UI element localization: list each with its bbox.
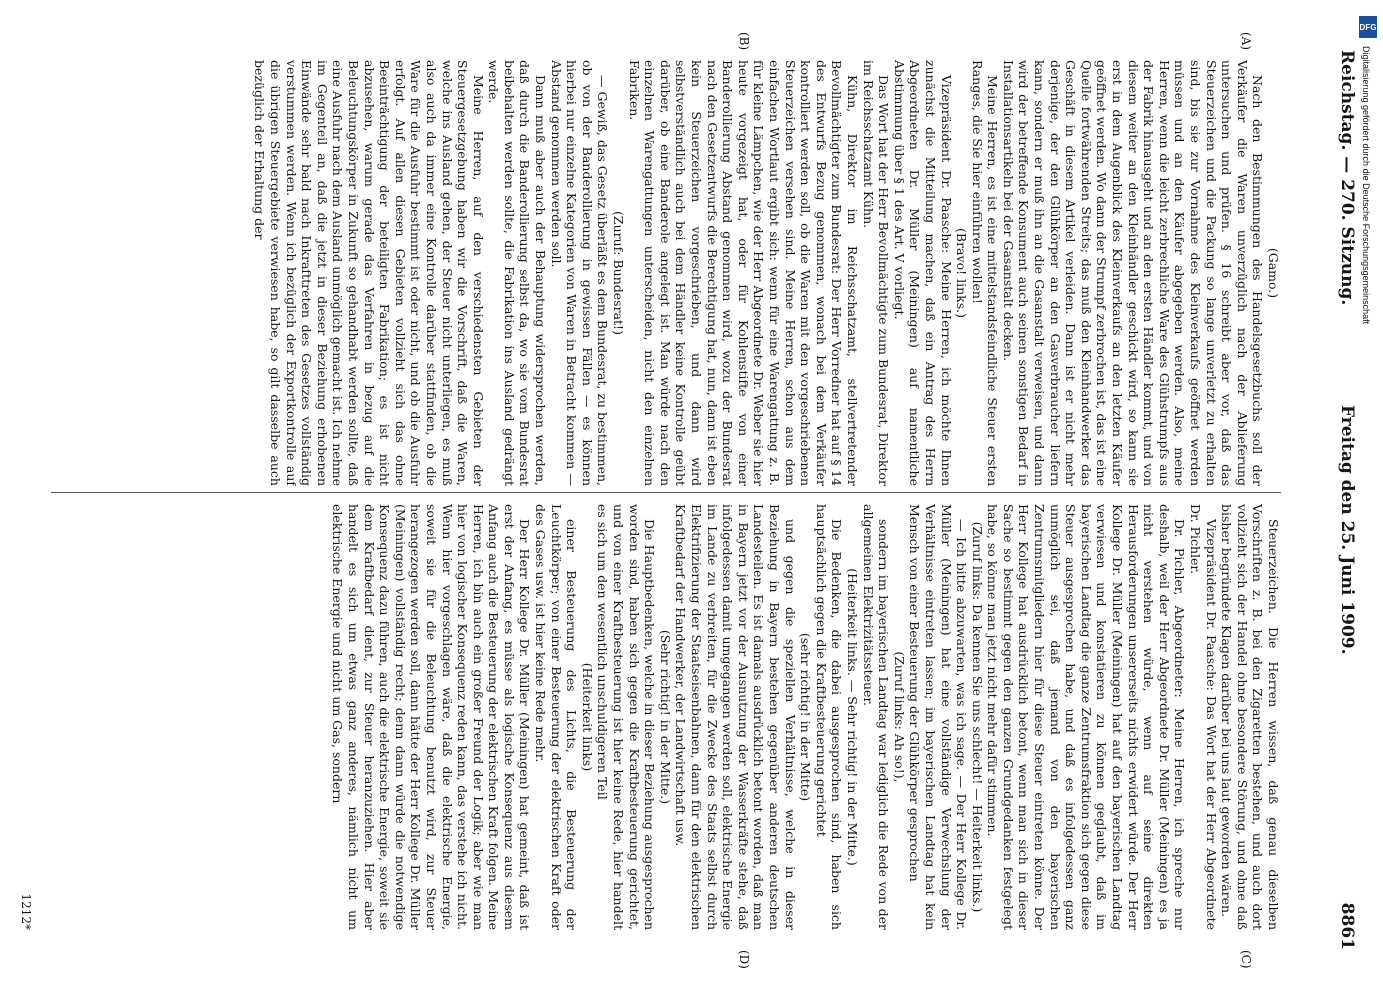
paragraph: (Sehr richtig! in der Mitte.) — [657, 629, 673, 805]
header-page-number: 8861 — [1337, 902, 1357, 950]
paragraph: Meine Herren, es ist eine mittelstandsfeindliche Steuer ersten Ranges, die Sie hier einführen wollen! — [969, 60, 1001, 486]
paragraph: Nach den Bestimmungen des Handelsgesetzbuchs soll der Verkäufer die Waren unverzüglich nach der Ablieferung untersuchen und prüfen. § 16 schreibt aber vor, daß das Steuerzeichen und die Packung so lange unverletzt zu erhalten sind, bis sie zur Vornahme des Kleinverkaufs geöffnet werden müssen und an den Käufer abgegeben werden. Also, meine Herren, wenn die leicht zerbrechliche Ware des Glühstrumpfs aus der Fabrik hinausgeht und an den ersten Händler kommt, und von diesem weiter an den Kleinhändler geschickt wird, so kann sie erst in dem Augenblick des Kleinverkaufs an den letzten Käufer geöffnet werden. Wo dann der Strumpf zerbrochen ist, das ist eine Quelle fortwährenden Streits; das muß den Kleinhandwerker das Geschäft in diesem Artikel verleiden. Dann ist er nicht mehr derjenige, der den Glühkörper an den Gasverbraucher liefern kann, sondern er muß ihn an die Gasanstalt verweisen, und dann wird der betreffende Konsument auch seinen sonstigen Bedarf in Installationsartikeln bei der Gasanstalt decken. — [1000, 60, 1266, 486]
paragraph: Meine Herren, auf den verschiedensten Gebieten der Steuergesetzgebung haben wir die Vorschrift, daß die Waren, welche ins Ausland gehen, der Steuer nicht unterliegen, es muß also auch da immer eine Kontrolle darüber stattfinden, ob die Ware für die Ausfuhr bestimmt ist oder nicht, und ob die Ausfuhr erfolgt. Auf allen diesen Gebieten vollzieht sich das ohne Beeinträchtigung der beteiligten Fabrikation; es ist nicht abzusehen, warum gerade das Verfahren in bezug auf die Beleuchtungskörper in Zukunft so gehandhabt werden sollte, daß eine Ausfuhr nach dem Ausland unmöglich gemacht ist. Ich nehme im Gegenteil an, daß die jetzt in dieser Beziehung erhobenen Einwände sehr bald nach Inkrafttreten des Gesetzes vollständig verstummen werden. Wenn ich bezüglich der Exportkontrolle auf die übrigen Steuergebiete verwiesen habe, so gilt dasselbe auch bezüglich der Erhaltung der — [252, 60, 486, 486]
paragraph: einer Besteuerung des Lichts, die Besteuerung der Leuchtkörper; von einer Besteuerung der elektrischen Kraft oder des Gases usw. ist hier keine Rede mehr. — [533, 504, 580, 930]
paragraph: (Bravo! links.) — [954, 228, 970, 318]
paragraph: Die Hauptbedenken, welche in dieser Beziehung ausgesprochen worden sind, haben sich gegen die Kraftbesteuerung gerichtet, und von einer Kraftbesteuerung ist hier keine Rede, hier handelt es sich um den wesentlich unschuldigeren Teil — [595, 504, 658, 930]
text-column-right — [51, 504, 1281, 930]
margin-mark-d: (D) — [737, 950, 751, 969]
paragraph: Das Wort hat der Herr Bevollmächtigte zum Bundesrat, Direktor im Reichsschatzamt Kühn. — [860, 60, 892, 486]
paragraph: Steuerzeichen. Die Herren wissen, daß genau dieselben Vorschriften z. B. bei den Zigaretten bestehen, und auch dort vollzieht sich der Handel ohne besondere Störung, und ohne daß bisher begründete Klagen darüber bei uns laut geworden wären. — [1219, 504, 1281, 930]
paragraph: (Gamo.) — [1266, 247, 1281, 299]
column-divider — [51, 492, 1281, 493]
header-left: Reichstag. — 270. Sitzung. — [1337, 50, 1357, 306]
dfg-stamp — [1357, 10, 1379, 990]
sheet-number: 1212* — [19, 893, 33, 930]
dfg-logo-icon: DFG — [1359, 16, 1377, 38]
margin-mark-c: (C) — [1239, 950, 1253, 969]
header-date: Freitag den 25. Juni 1909. — [1337, 405, 1357, 655]
paragraph: — Ich bitte abzuwarten, was ich sage. — Der Herr Kollege Dr. Müller (Meiningen) hat eine vollständige Verwechslung der Verhältnisse eintreten lassen; im bayerischen Landtag hat kein Mensch von einer Besteuerung der Glühkörper gesprochen — [907, 504, 970, 930]
paragraph: Dann muß aber auch der Behauptung widersprochen werden, daß durch die Banderollierung selbst da, wo sie vom Bundesrat beibehalten werden sollte, die Fabrikation ins Ausland gedrängt werde. — [486, 60, 549, 486]
paragraph: (Heiterkeit links. — Sehr richtig! in der Mitte.) — [844, 568, 860, 866]
paragraph: Kühn, Direktor im Reichsschatzamt, stellvertretender Bevollmächtigter zum Bundesrat: Der Herr Vorredner hat auf § 14 des Entwurfs Bezug genommen, wonach bei dem Verkäufer kontrolliert werden soll, ob die Waren mit den vorgeschriebenen Steuerzeichen versehen sind. Meine Herren, schon aus dem einfachen Wortlaut ergibt sich: wenn für eine Warengattung z. B. für kleine Lämpchen, wie der Herr Abgeordnete Dr. Weber sie hier heute vorgezeigt hat, oder für Kohlenstifte von einer Banderollierung Abstand genommen wird, wozu der Bundesrat nach den Gesetzentwurfs die Berechtigung hat, nun, dann ist eben kein Steuerzeichen vorgeschrieben, und dann wird selbstverständlich auch bei dem Händler keine Kontrolle geübt darüber, ob eine Banderole angelegt ist. Man würde nach den einzelnen Warengattungen unterscheiden, nicht den einzelnen Fabriken. — [626, 60, 860, 486]
paragraph: und gegen die speziellen Verhältnisse, welche in dieser Beziehung in Bayern bestehen gegenüber anderen deutschen Landesteilen. Es ist damals ausdrücklich betont worden, daß man in Bayern jetzt vor der Ausnutzung der Wasserkräfte stehe, daß infolgedessen damit umgegangen werden soll, elektrische Energie im Lande zu verbreiten, für die Zwecke des Staats selbst durch Elektrifizierung der Staatseisenbahnen, dann für den elektrischen Kraftbedarf der Handwerker, der Landwirtschaft usw. — [673, 504, 798, 930]
margin-mark-b: (B) — [737, 32, 751, 51]
paragraph: — Gewiß, das Gesetz überläßt es dem Bundesrat, zu bestimmen, ob von der Banderollierung in gewissen Fällen — es können hierbei nur einzelne Kategorien von Waren in Betracht kommen — Abstand genommen werden soll. — [548, 60, 611, 486]
dfg-notice: Digitalisierung gefördert durch die Deutsche Forschungsgemeinschaft — [1361, 46, 1371, 325]
paragraph: Der Herr Kollege Dr. Müller (Meiningen) hat gemeint, daß ist erst der Anfang, es müsse als logische Konsequenz aus diesem Anfang auch die Besteuerung der elektrischen Kraft folgen. Meine Herren, ich bin auch ein großer Freund der Logik; aber wie man hier von logischer Konsequenz reden kann, das verstehe ich nicht. Wenn hier vorgeschlagen wäre, daß die elektrische Energie, soweit sie für die Beleuchtung benutzt wird, zur Steuer herangezogen werden soll, dann hätte der Herr Kollege Dr. Müller (Meiningen) vollständig recht; denn dann würde die notwendige Konsequenz dazu führen, auch die elektrische Energie, soweit sie dem Kraftbedarf dient, zur Steuer heranzuziehen. Hier aber handelt es sich um etwas ganz anderes, nämlich nicht um elektrische Energie und nicht um Gas, sondern — [330, 504, 533, 930]
margin-mark-a: (A) — [1239, 32, 1253, 51]
paragraph: Vizepräsident Dr. Paasche: Meine Herren, ich möchte Ihnen zunächst die Mitteilung machen, daß ein Antrag des Herrn Abgeordneten Dr. Müller (Meiningen) auf namentliche Abstimmung über § 1 des Art. V vorliegt. — [891, 60, 954, 486]
paragraph: (Heiterkeit links) — [579, 662, 595, 772]
paragraph: Vizepräsident Dr. Paasche: Das Wort hat der Herr Abgeordnete Dr. Pichler. — [1188, 504, 1219, 930]
paragraph: (sehr richtig! in der Mitte) — [798, 632, 814, 802]
paragraph: Dr. Pichler, Abgeordneter: Meine Herren, ich spreche nur deshalb, weil der Herr Abgeordnete Dr. Müller (Meiningen) es ja nicht verstehen würde, wenn auf seine direkten Herausforderungen unsererseits nichts erwidert würde. Der Herr Kollege Dr. Müller (Meiningen) hat auf den bayerischen Landtag verwiesen und konstatieren zu können geglaubt, daß im bayerischen Landtag die ganze Zentrumsfraktion sich gegen diese Steuer ausgesprochen habe, und daß es infolgedessen ganz unmöglich sei, daß jemand von den bayerischen Zentrumsmitgliedern hier für diese Steuer eintreten könne. Der Herr Kollege hat ausdrücklich betont, wenn man sich in dieser Sache so bestimmt gegen den ganzen Grundgedanken festgelegt habe, so könne man jetzt nicht mehr dafür stimmen. — [985, 504, 1188, 930]
paragraph: (Zuruf links: Da kennen Sie uns schlecht! — Heiterkeit links.) — [969, 521, 985, 913]
text-column-left — [51, 60, 1281, 486]
paragraph: sondern im bayerischen Landtag war lediglich die Rede von der allgemeinen Elektrizitätssteuer. — [860, 504, 892, 930]
paragraph: Die Bedenken, die dabei ausgesprochen sind, haben sich hauptsächlich gegen die Kraftbesteuerung gerichtet — [813, 504, 845, 930]
paragraph: (Zuruf: Bundesrat!) — [611, 211, 627, 335]
newspaper-page — [11, 10, 1371, 990]
paragraph: (Zuruf links: Ah so!), — [891, 651, 907, 783]
